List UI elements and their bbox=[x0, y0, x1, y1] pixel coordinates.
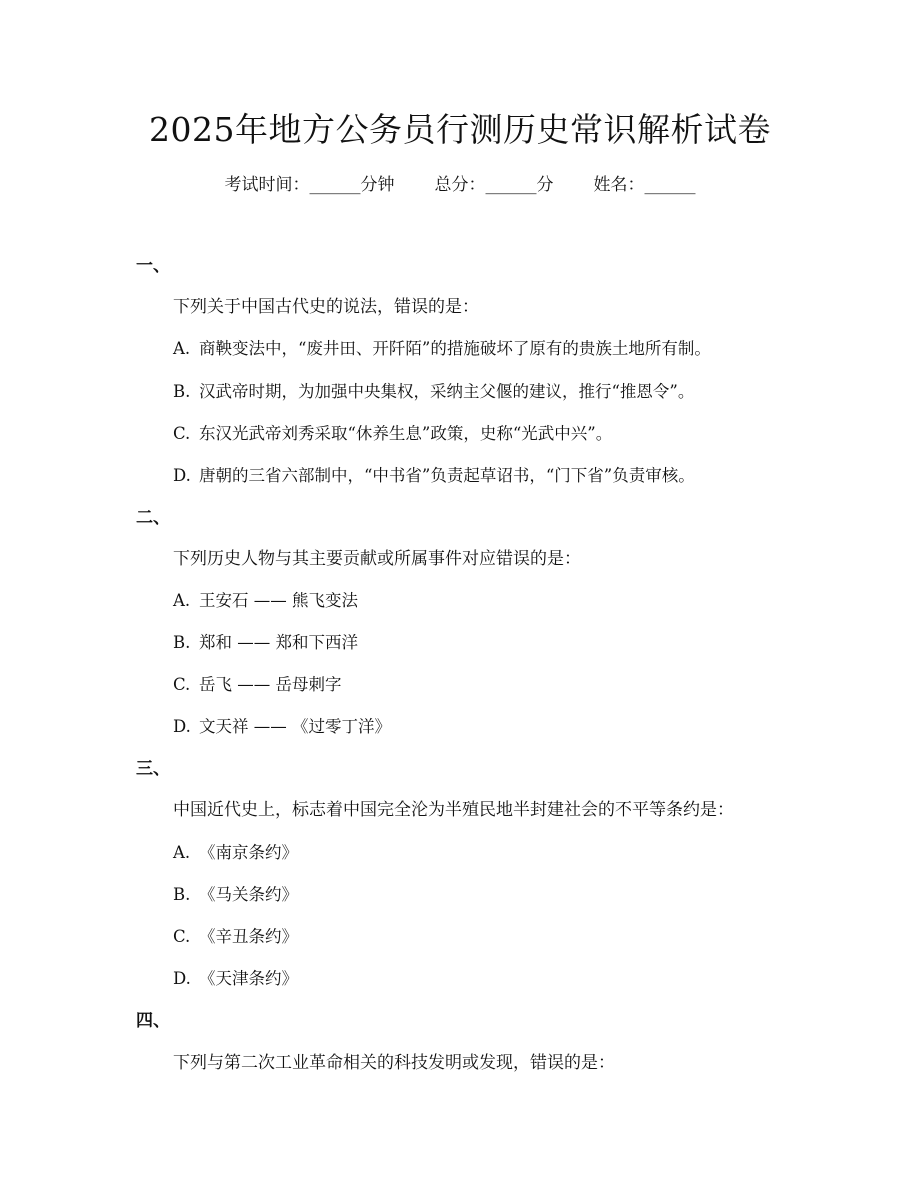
section-3-question: 中国近代史上，标志着中国完全沦为半殖民地半封建社会的不平等条约是： bbox=[173, 800, 734, 820]
option-text: 《天津条约》 bbox=[199, 969, 298, 988]
section-2-option-a bbox=[173, 588, 358, 614]
section-4-question: 下列与第二次工业革命相关的科技发明或发现，错误的是： bbox=[173, 1053, 615, 1073]
option-text: 郑和 —— 郑和下西洋 bbox=[199, 633, 358, 652]
option-letter: C. bbox=[173, 675, 191, 694]
option-letter: B. bbox=[173, 633, 191, 652]
option-letter: A. bbox=[173, 591, 191, 610]
option-text: 王安石 —— 熊飞变法 bbox=[199, 591, 358, 610]
option-text: 《辛丑条约》 bbox=[199, 927, 298, 946]
option-letter: C. bbox=[173, 927, 191, 946]
option-text: 汉武帝时期，为加强中央集权，采纳主父偃的建议，推行“推恩令”。 bbox=[199, 382, 695, 401]
section-3-label: 三、 bbox=[136, 759, 170, 779]
option-letter: B. bbox=[173, 382, 191, 401]
option-text: 岳飞 —— 岳母刺字 bbox=[199, 675, 342, 694]
option-text: 《南京条约》 bbox=[199, 843, 298, 862]
total-score-field: 总分：______分 bbox=[434, 175, 554, 195]
option-letter: C. bbox=[173, 424, 191, 443]
name-field: 姓名：______ bbox=[593, 175, 696, 195]
option-text: 东汉光武帝刘秀采取“休养生息”政策，史称“光武中兴”。 bbox=[199, 424, 613, 443]
option-text: 唐朝的三省六部制中，“中书省”负责起草诏书，“门下省”负责审核。 bbox=[199, 466, 695, 485]
section-3-option-b bbox=[173, 882, 298, 908]
option-text: 商鞅变法中，“废井田、开阡陌”的措施破坏了原有的贵族土地所有制。 bbox=[199, 339, 711, 358]
exam-meta-line bbox=[0, 172, 920, 198]
exam-time-field: 考试时间：______分钟 bbox=[224, 175, 395, 195]
section-2-option-d bbox=[173, 714, 391, 740]
section-1-option-c bbox=[173, 421, 612, 447]
section-1-label: 一、 bbox=[136, 256, 170, 276]
section-3-option-c bbox=[173, 924, 298, 950]
section-1-option-b bbox=[173, 379, 694, 405]
section-3-option-a bbox=[173, 840, 298, 866]
option-letter: D. bbox=[173, 717, 191, 736]
option-letter: D. bbox=[173, 466, 191, 485]
option-letter: A. bbox=[173, 843, 191, 862]
option-letter: B. bbox=[173, 885, 191, 904]
section-1-question: 下列关于中国古代史的说法，错误的是： bbox=[173, 297, 479, 317]
section-1-option-a bbox=[173, 336, 711, 362]
section-3-option-d bbox=[173, 966, 298, 992]
section-2-question: 下列历史人物与其主要贡献或所属事件对应错误的是： bbox=[173, 549, 581, 569]
section-4-label: 四、 bbox=[136, 1011, 170, 1031]
option-letter: D. bbox=[173, 969, 191, 988]
option-letter: A. bbox=[173, 339, 191, 358]
section-2-label: 二、 bbox=[136, 508, 170, 528]
option-text: 文天祥 —— 《过零丁洋》 bbox=[199, 717, 391, 736]
option-text: 《马关条约》 bbox=[199, 885, 298, 904]
section-1-option-d bbox=[173, 463, 695, 489]
section-2-option-b bbox=[173, 630, 358, 656]
section-2-option-c bbox=[173, 672, 342, 698]
page-title: 2025年地方公务员行测历史常识解析试卷 bbox=[149, 110, 771, 149]
